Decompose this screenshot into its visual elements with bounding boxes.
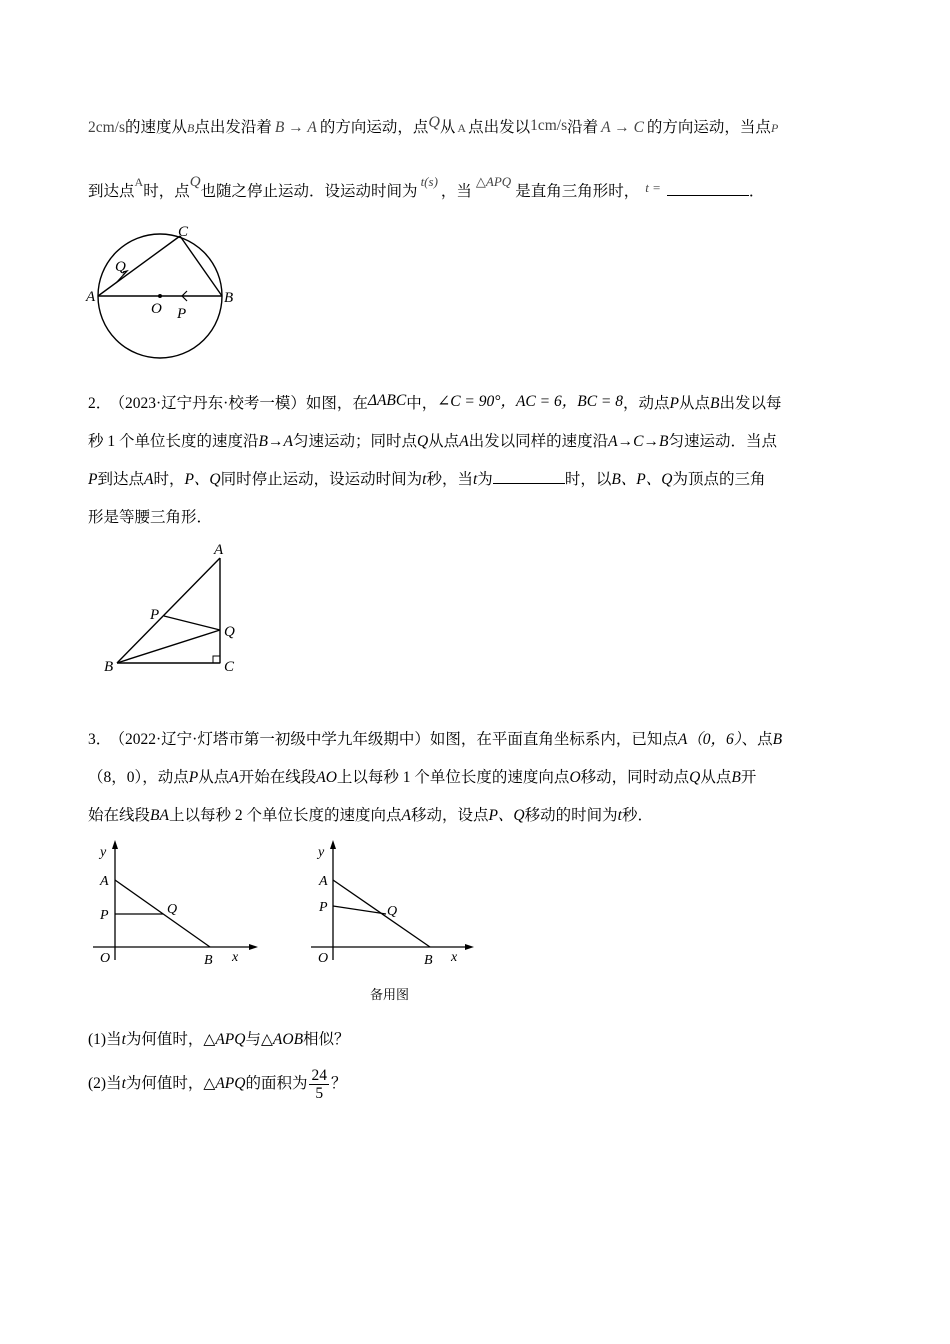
q3-line-2	[88, 768, 756, 788]
q1-text: 也随之停止运动．设运动时间为	[200, 183, 418, 200]
q3-text: t	[121, 1075, 126, 1092]
q1-text: 的速度从	[125, 119, 188, 136]
q3-sub2	[88, 1066, 347, 1102]
q3-text: 秒．	[621, 807, 653, 824]
q2-text: 时，	[153, 471, 185, 488]
q3-figure-caption: 备用图	[370, 987, 410, 1002]
q2-source: （2023·辽宁丹东·校考一模）如图，在	[117, 395, 368, 412]
q2-line-2	[88, 432, 777, 452]
q1-path-p: B → A	[274, 119, 317, 136]
q2-answer-blank[interactable]	[493, 483, 565, 484]
q1-end: ．	[748, 183, 765, 200]
q2-text: 出发以同样的速度沿	[468, 433, 609, 450]
x-axis-arrow	[465, 944, 474, 950]
q1-answer-var: t =	[645, 180, 661, 195]
label-o: O	[318, 951, 329, 966]
q3-text: 与	[245, 1031, 261, 1048]
q2-text: 到达点	[97, 471, 144, 488]
q1-answer-blank[interactable]	[667, 195, 749, 196]
chord-ac	[98, 236, 180, 296]
label-a: A	[214, 542, 224, 558]
q3-text: t	[617, 807, 622, 824]
y-axis-arrow	[330, 840, 336, 849]
q1-text: 点出发沿着	[194, 119, 272, 136]
label-b: B	[424, 953, 433, 968]
q3-text: 上以每秒 2 个单位长度的速度向点	[168, 807, 402, 824]
q1-text: 到达点	[88, 183, 135, 200]
label-y: y	[318, 845, 325, 860]
q1-point-a: A	[457, 121, 467, 135]
q2-text: 秒 1 个单位长度的速度沿	[88, 433, 259, 450]
q3-text: 始在线段	[88, 807, 151, 824]
q3-text: O	[569, 769, 581, 786]
q2-text: 中，	[406, 395, 438, 412]
q1-text: 的方向运动，当点	[646, 119, 771, 136]
label-b: B	[104, 659, 114, 675]
q3-text: (1)当	[88, 1031, 122, 1048]
q1-figure-circle	[85, 222, 255, 372]
q2-text: 形是等腰三角形．	[88, 509, 213, 526]
segment-pq	[333, 906, 386, 914]
label-p: P	[319, 900, 328, 915]
q3-text: ？	[330, 1075, 347, 1092]
q2-path-p: B→A	[258, 433, 293, 450]
q2-point-a: A	[459, 433, 469, 450]
q1-text: 点出发以	[468, 119, 531, 136]
q3-sub1	[88, 1030, 350, 1050]
label-b: B	[204, 953, 213, 968]
q2-text: t	[422, 471, 427, 488]
q3-text: 从点	[198, 769, 230, 786]
q3-text: t	[121, 1031, 126, 1048]
q2-text: P	[88, 471, 98, 488]
q1-point-p: P	[770, 121, 779, 135]
q2-line-4	[88, 508, 212, 528]
q3-text: ，动点	[142, 769, 189, 786]
q3-text: △APQ	[203, 1031, 246, 1048]
label-a: A	[319, 874, 328, 889]
y-axis-arrow	[112, 840, 118, 849]
q3-text: 从点	[700, 769, 732, 786]
q3-text: AO	[316, 769, 337, 786]
q3-text: 移动的时间为	[524, 807, 618, 824]
q3-text: 、点	[741, 731, 773, 748]
q3-text: B	[731, 769, 741, 786]
q2-text: 出发以每	[719, 395, 782, 412]
q2-point-b: B	[710, 395, 720, 412]
q1-line-2	[88, 174, 765, 202]
q1-point-a: A	[134, 175, 144, 189]
label-x: x	[451, 950, 458, 965]
label-o: O	[151, 301, 162, 317]
q2-text: B、P、Q	[611, 471, 673, 488]
label-a: A	[86, 289, 96, 305]
q2-text: 同时停止运动，设运动时间为	[220, 471, 423, 488]
label-q: Q	[224, 624, 235, 640]
q3-text: 上以每秒 1 个单位长度的速度向点	[336, 769, 570, 786]
q3-line-3	[88, 806, 653, 826]
q3-text: 开始在线段	[238, 769, 317, 786]
q3-text: 开	[740, 769, 757, 786]
q2-path-q: A→C→B	[608, 433, 669, 450]
center-o	[158, 294, 162, 298]
q3-point-a: A（0，6）	[677, 731, 742, 748]
q2-line-3	[88, 470, 765, 490]
label-c: C	[178, 224, 189, 240]
q3-text: 移动，设点	[410, 807, 489, 824]
q2-text: ，动点	[623, 395, 670, 412]
label-c: C	[224, 659, 235, 675]
q2-point-q: Q	[416, 433, 429, 450]
side-ab	[117, 558, 220, 663]
q3-text: △APQ	[203, 1075, 246, 1092]
q2-text: t	[472, 471, 478, 488]
q1-text: 的方向运动，点	[319, 119, 429, 136]
q3-text: △AOB	[260, 1031, 304, 1048]
q2-condition: ∠C = 90°，AC = 6，BC = 8	[437, 393, 623, 410]
q3-point-b: B	[772, 731, 783, 748]
q2-text: 从点	[428, 433, 460, 450]
q2-text: 从点	[678, 395, 710, 412]
fraction-numerator: 24	[311, 1066, 327, 1084]
q3-text: A	[401, 807, 411, 824]
q3-figure-main	[90, 840, 270, 970]
right-angle-mark	[213, 656, 220, 663]
q3-text: BA	[150, 807, 169, 824]
q1-text: ，当	[440, 183, 472, 200]
q3-text: P	[188, 769, 199, 786]
q1-triangle: △APQ	[475, 174, 512, 189]
q2-line-1	[88, 394, 781, 414]
q2-text: 时，以	[564, 471, 612, 488]
q2-text: 秒，当	[426, 471, 473, 488]
q3-source: （2022·辽宁·灯塔市第一初级中学九年级期中）如图，在平面直角坐标系内，已知点	[117, 731, 678, 748]
q2-text: P、Q	[184, 471, 221, 488]
q2-triangle: ΔABC	[367, 392, 407, 409]
q3-text: P、Q	[488, 807, 525, 824]
q2-point-p: P	[669, 395, 679, 412]
q1-text: 时，点	[143, 183, 190, 200]
q2-text: A	[143, 471, 154, 488]
q3-text: (2)当	[88, 1075, 122, 1092]
label-a: A	[100, 874, 109, 889]
x-axis-arrow	[249, 944, 258, 950]
q2-number: 2．	[88, 395, 112, 412]
q1-text: 从	[439, 119, 456, 136]
q1-path-q: A → C	[601, 119, 644, 136]
label-x: x	[232, 950, 239, 965]
q1-point-b: B	[187, 121, 195, 135]
q3-figure-backup	[308, 840, 488, 970]
q2-figure-triangle	[100, 538, 260, 678]
q1-text: 沿着	[567, 119, 599, 136]
q1-line-1	[88, 114, 779, 138]
q1-time-var: t(s)	[420, 174, 438, 189]
q3-text: （8，0）	[88, 769, 143, 786]
q1-text: 是直角三角形时，	[515, 183, 640, 200]
q3-number: 3．	[88, 731, 112, 748]
q3-text: 为何值时，	[125, 1075, 204, 1092]
fraction-denominator: 5	[315, 1084, 324, 1102]
q3-text: A	[229, 769, 239, 786]
q1-point-q: Q	[428, 114, 440, 131]
label-p: P	[150, 607, 160, 623]
q3-fraction	[309, 1067, 329, 1102]
label-q: Q	[115, 259, 126, 275]
label-b: B	[224, 290, 234, 306]
label-p: P	[100, 908, 109, 923]
q3-text: 为何值时，	[125, 1031, 204, 1048]
q1-speed-p: 2cm/s	[88, 119, 126, 136]
label-q: Q	[167, 902, 178, 917]
q2-text: 为顶点的三角	[672, 471, 766, 488]
q2-text: 匀速运动；同时点	[292, 433, 417, 450]
q3-line-1	[88, 730, 782, 750]
q1-speed-q: 1cm/s	[530, 117, 568, 134]
q3-text: 相似？	[303, 1031, 350, 1048]
segment-pq	[164, 616, 220, 630]
label-y: y	[100, 845, 107, 860]
label-o: O	[100, 951, 111, 966]
q3-text: 移动，同时动点	[580, 769, 690, 786]
q2-text: 为	[477, 471, 493, 488]
label-p: P	[177, 306, 187, 322]
q3-text: Q	[689, 769, 701, 786]
q2-text: 匀速运动．当点	[668, 433, 777, 450]
chord-cb	[180, 236, 222, 296]
label-q: Q	[387, 904, 398, 919]
q3-text: 的面积为	[245, 1075, 308, 1092]
q1-point-q: Q	[189, 174, 201, 190]
